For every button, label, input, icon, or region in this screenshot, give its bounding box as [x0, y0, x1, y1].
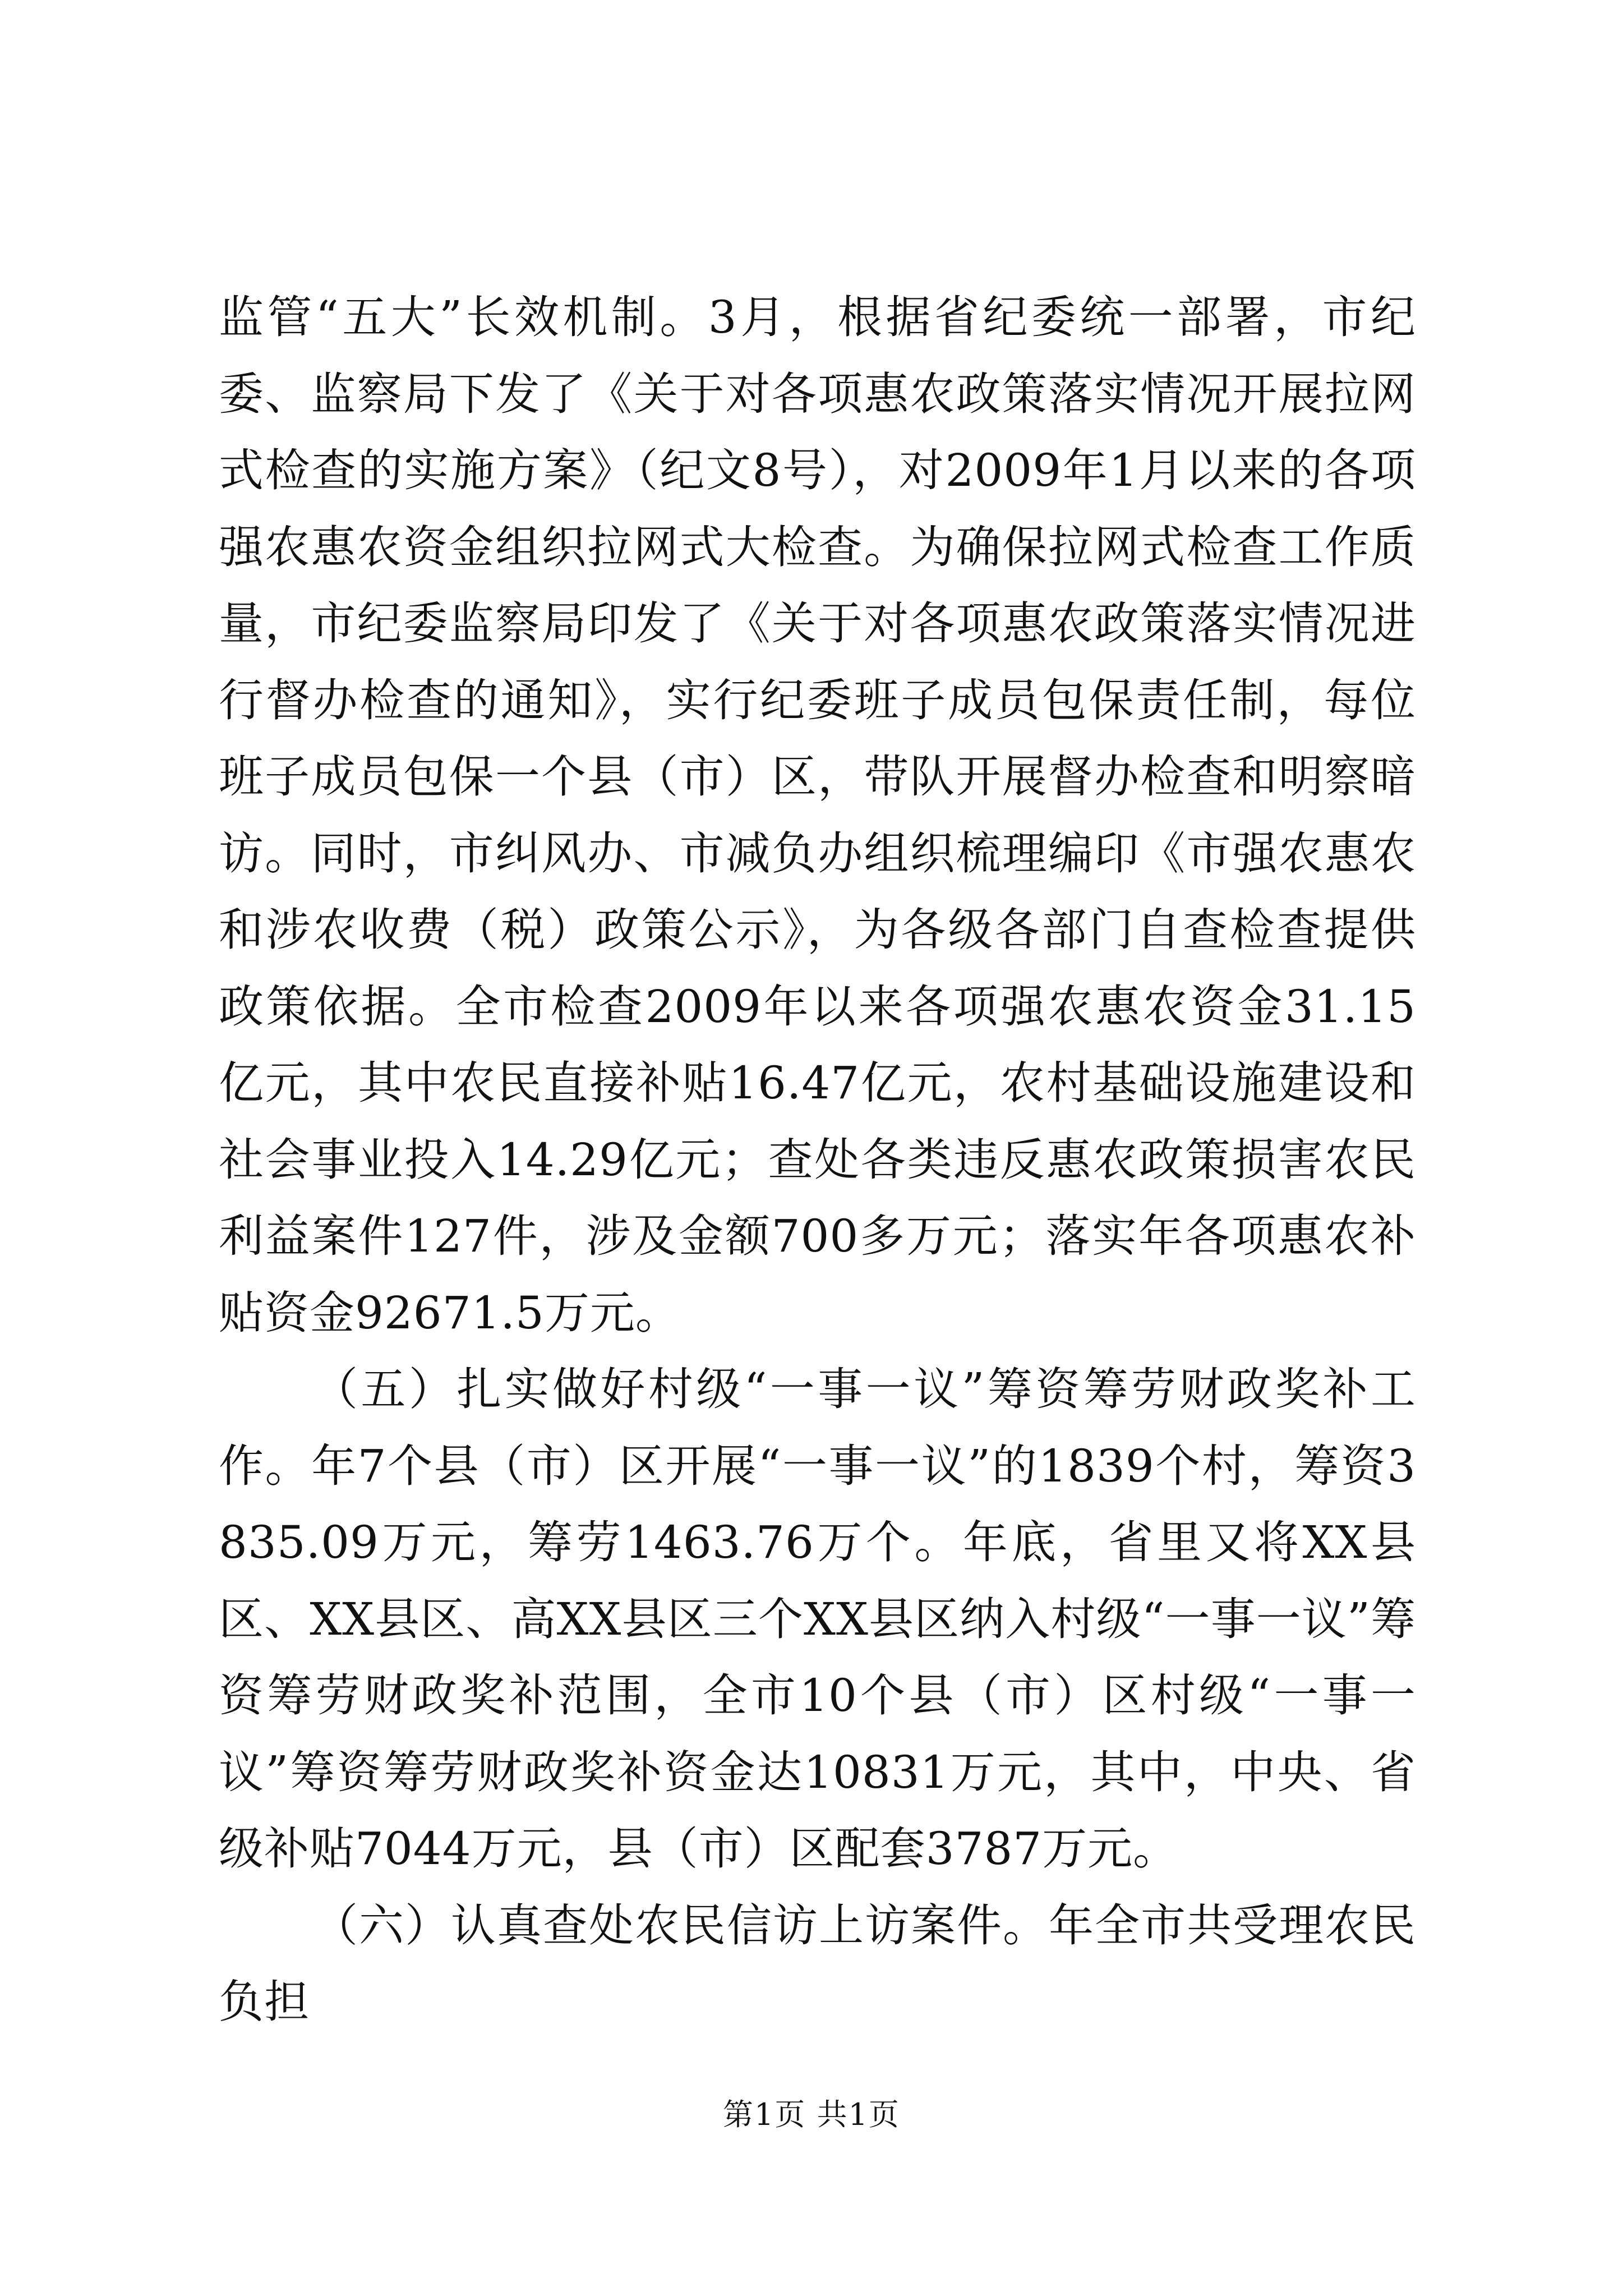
document-body: [219, 279, 1416, 2041]
paragraph-supervision: 监管“五大”长效机制。3月，根据省纪委统一部署，市纪委、监察局下发了《关于对各项惠农政策落实情况开展拉网式检查的实施方案》（纪文8号），对2009年1月以来的各项强农惠农资金组织拉网式大检查。为确保拉网式检查工作质量，市纪委监察局印发了《关于对各项惠农政策落实情况进行督办检查的通知》，实行纪委班子成员包保责任制，每位班子成员包保一个县（市）区，带队开展督办检查和明察暗访。同时，市纠风办、市减负办组织梳理编印《市强农惠农和涉农收费（税）政策公示》，为各级各部门自查检查提供政策依据。全市检查2009年以来各项强农惠农资金31.15亿元，其中农民直接补贴16.47亿元，农村基础设施建设和社会事业投入14.29亿元；查处各类违反惠农政策损害农民利益案件127件，涉及金额700多万元；落实年各项惠农补贴资金92671.5万元。: [219, 291, 1416, 1339]
page-footer: 第1页 共1页: [723, 2097, 900, 2132]
paragraph-section-six: （六）认真查处农民信访上访案件。年全市共受理农民负担: [219, 1899, 1416, 2028]
paragraph-section-five: （五）扎实做好村级“一事一议”筹资筹劳财政奖补工作。年7个县（市）区开展“一事一议”的1839个村，筹资3835.09万元，筹劳1463.76万个。年底，省里又将XX县区、XX县区、高XX县区三个XX县区纳入村级“一事一议”筹资筹劳财政奖补范围，全市10个县（市）区村级“一事一议”筹资筹劳财政奖补资金达10831万元，其中，中央、省级补贴7044万元，县（市）区配套3787万元。: [219, 1363, 1416, 1875]
